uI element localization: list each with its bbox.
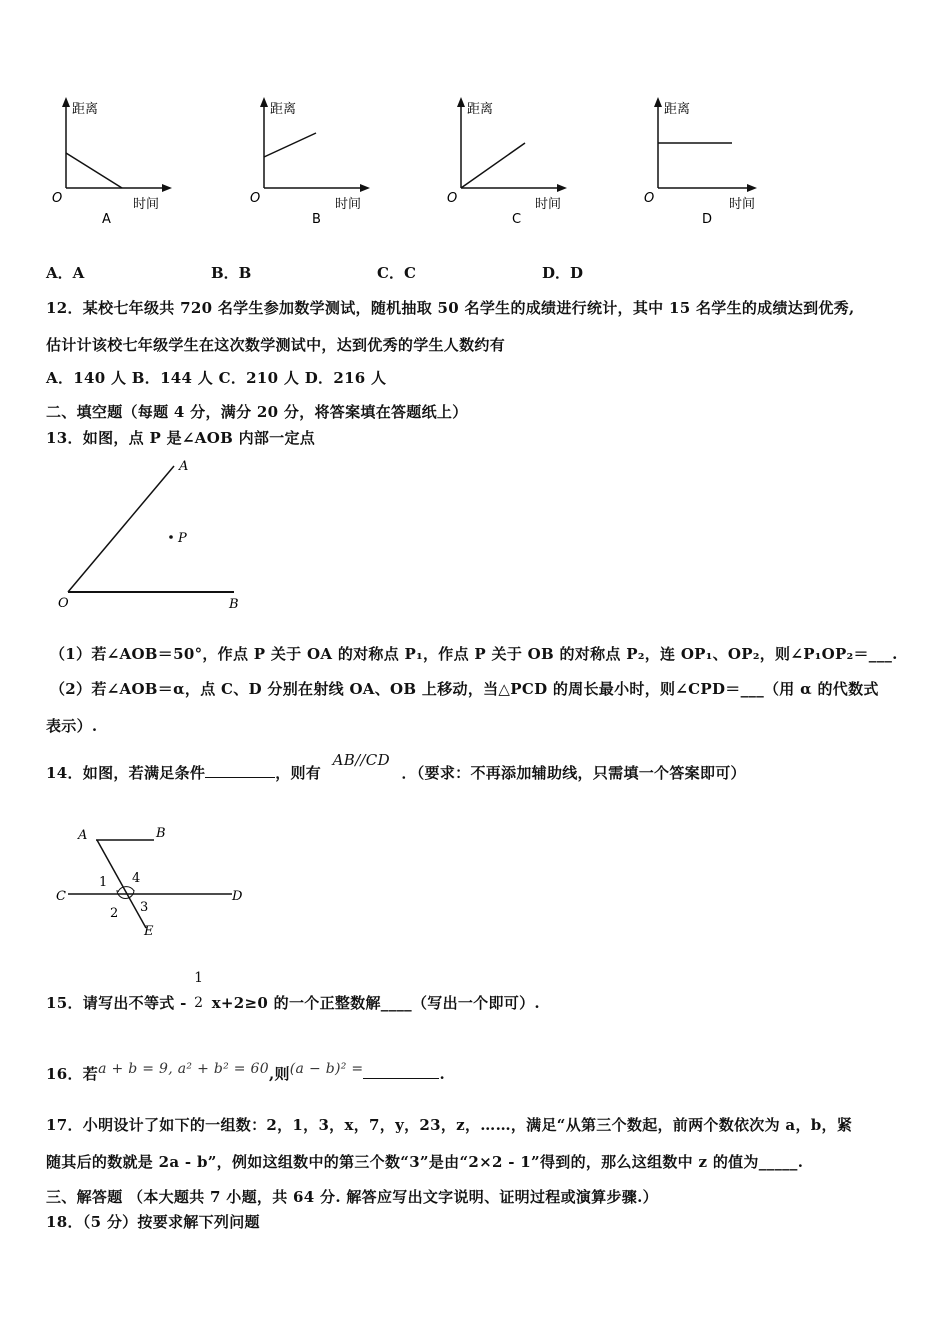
svg-text:C: C <box>56 889 66 904</box>
graph-a <box>40 95 180 230</box>
q13-part2b: 表示）. <box>46 717 98 735</box>
q16-text: 16．若a + b = 9, a² + b² = 60,则(a − b)² = . <box>46 1061 445 1083</box>
svg-text:时间: 时间 <box>535 197 562 212</box>
option-a: A．A <box>46 264 85 282</box>
q14-parallel-figure <box>50 818 260 943</box>
section-3-heading: 三、解答题 （本大题共 7 小题，共 64 分. 解答应写出文字说明、证明过程或演算步骤.） <box>46 1188 658 1206</box>
graph-b <box>238 95 378 230</box>
y-axis-label: 距离 <box>72 102 99 117</box>
svg-text:B: B <box>229 597 239 612</box>
q16-formula2: (a − b)² = <box>289 1061 364 1077</box>
graph-d <box>632 95 772 230</box>
svg-text:2: 2 <box>110 906 119 921</box>
svg-text:距离: 距离 <box>664 102 691 117</box>
svg-text:P: P <box>178 531 187 546</box>
q14-text: 14．如图，若满足条件 ，则有 AB//CD ．（要求：不再添加辅助线，只需填一个答案即可） <box>46 751 746 782</box>
svg-text:3: 3 <box>140 900 149 915</box>
option-c: C．C <box>377 264 416 282</box>
q12-line2: 估计计该校七年级学生在这次数学测试中，达到优秀的学生人数约有 <box>46 336 506 354</box>
q16-formula: a + b = 9, a² + b² = 60 <box>98 1061 269 1077</box>
q17-line2: 随其后的数就是 2a - b”，例如这组数中的第三个数“3”是由“2×2 - 1”得到的，那么这组数中 z 的值为_____. <box>46 1153 804 1171</box>
q12-options: A．140 人 B．144 人 C．210 人 D．216 人 <box>46 369 387 387</box>
q13-angle-figure <box>50 458 260 618</box>
svg-text:时间: 时间 <box>133 197 160 212</box>
option-d: D．D <box>542 264 584 282</box>
svg-text:O: O <box>58 596 69 611</box>
svg-text:时间: 时间 <box>729 197 756 212</box>
svg-text:时间: 时间 <box>335 197 362 212</box>
svg-text:C: C <box>512 212 522 227</box>
q13-stem: 13．如图，点 P 是∠AOB 内部一定点 <box>46 429 316 447</box>
q13-part2a: （2）若∠AOB＝α，点 C、D 分别在射线 OA、OB 上移动，当△PCD 的周长最小时，则∠CPD＝___（用 α 的代数式 <box>50 680 879 698</box>
svg-text:B: B <box>312 212 321 227</box>
svg-text:距离: 距离 <box>467 102 494 117</box>
svg-text:D: D <box>232 889 243 904</box>
q18-stem: 18．（5 分）按要求解下列问题 <box>46 1213 260 1231</box>
svg-text:B: B <box>156 826 166 841</box>
svg-text:O: O <box>644 191 655 206</box>
svg-text:O: O <box>250 191 261 206</box>
svg-text:D: D <box>702 212 713 227</box>
svg-text:A: A <box>179 459 189 474</box>
q12-line1: 12．某校七年级共 720 名学生参加数学测试，随机抽取 50 名学生的成绩进行统计，其中 15 名学生的成绩达到优秀, <box>46 299 855 317</box>
svg-text:A: A <box>78 828 88 843</box>
svg-text:O: O <box>52 191 63 206</box>
section-2-heading: 二、填空题（每题 4 分，满分 20 分，将答案填在答题纸上） <box>46 403 468 421</box>
svg-text:1: 1 <box>99 875 108 890</box>
svg-text:E: E <box>144 924 154 939</box>
graph-c <box>435 95 575 230</box>
q17-line1: 17．小明设计了如下的一组数：2，1，3，x，7，y，23，z，……，满足“从第三个数起，前两个数依次为 a，b，紧 <box>46 1116 853 1134</box>
graph-label: A <box>102 212 111 227</box>
svg-text:距离: 距离 <box>270 102 297 117</box>
svg-text:O: O <box>447 191 458 206</box>
svg-text:4: 4 <box>132 871 141 886</box>
q13-part1: （1）若∠AOB＝50°，作点 P 关于 OA 的对称点 P₁，作点 P 关于 OB 的对称点 P₂，连 OP₁、OP₂，则∠P₁OP₂＝___. <box>50 645 898 663</box>
q15-text: 15．请写出不等式 - 1 2 x+2≥0 的一个正整数解____（写出一个即可）. <box>46 970 540 1012</box>
q14-formula: AB//CD <box>332 751 390 769</box>
option-b: B．B <box>211 264 252 282</box>
